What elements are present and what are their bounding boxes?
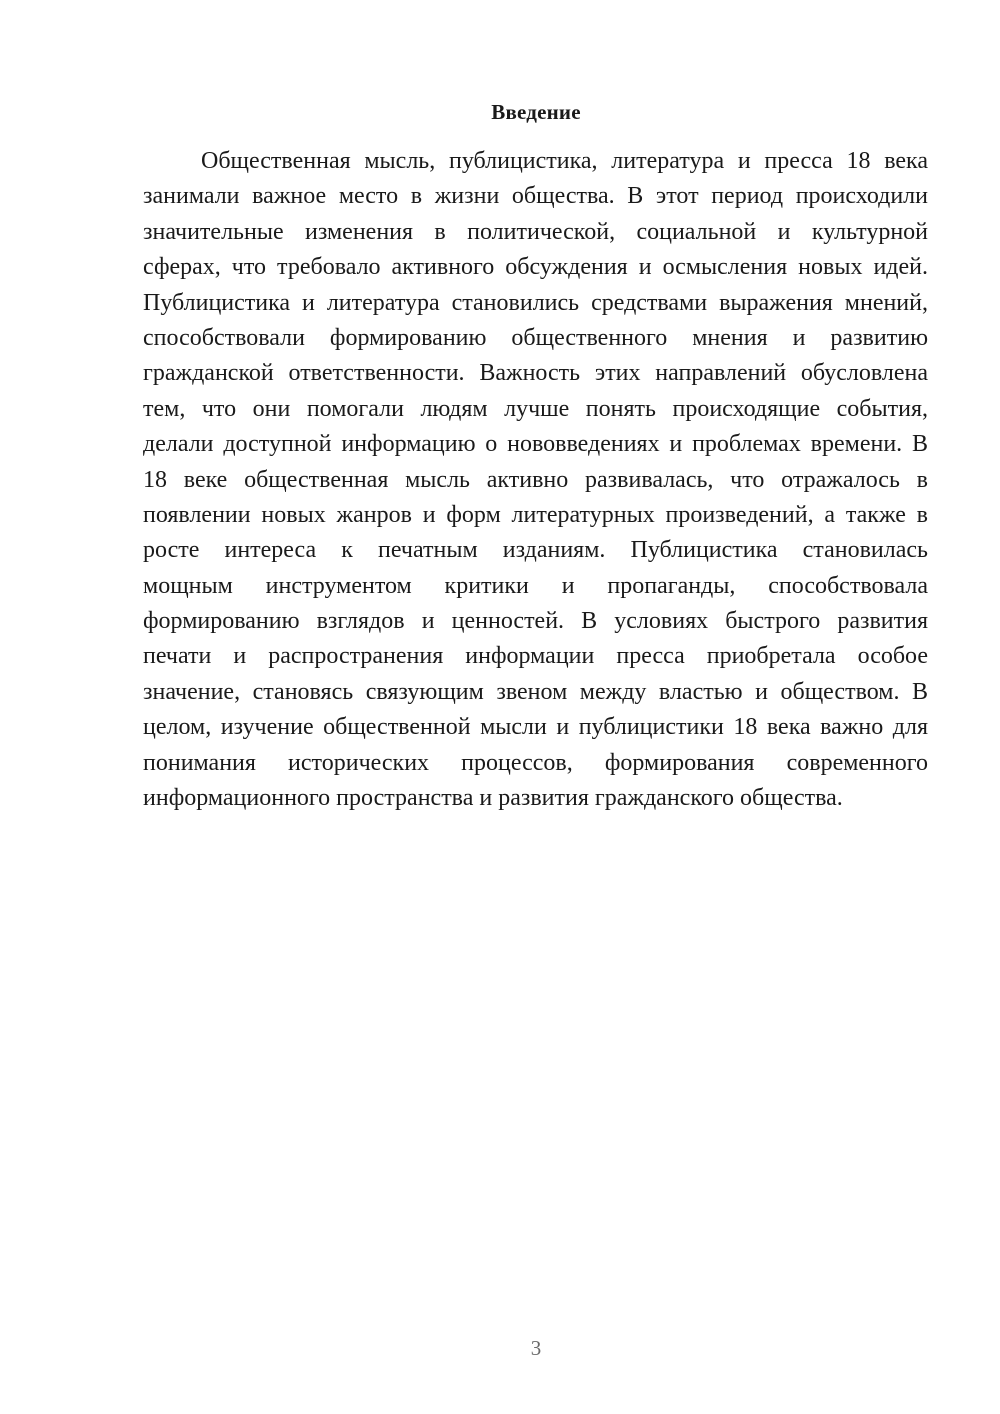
paragraph-line: способствовали формированию общественного мнения и развитию [143,324,928,351]
paragraph-line: печати и распространения информации пресса приобретала особое [143,643,928,670]
paragraph-line: значительные изменения в политической, социальной и культурной [143,218,928,245]
paragraph-line: Общественная мысль, публицистика, литература и пресса 18 века [201,148,928,174]
paragraph-line: занимали важное место в жизни общества. В этот период происходили [143,183,928,210]
paragraph-line: 18 веке общественная мысль активно развивалась, что отражалось в [143,466,928,493]
paragraph-line: делали доступной информацию о нововведениях и проблемах времени. В [143,431,928,458]
paragraph-line: понимания исторических процессов, формирования современного [143,749,928,776]
body-paragraph [143,144,928,816]
paragraph-line: сферах, что требовало активного обсуждения и осмысления новых идей. [143,254,928,281]
paragraph-line: информационного пространства и развития гражданского общества. [143,785,843,812]
paragraph-line: формированию взглядов и ценностей. В условиях быстрого развития [143,608,928,635]
paragraph-line: значение, становясь связующим звеном между властью и обществом. В [143,678,928,705]
paragraph-line: целом, изучение общественной мысли и публицистики 18 века важно для [143,714,928,741]
page-number: 3 [530,1336,542,1360]
paragraph-line: гражданской ответственности. Важность этих направлений обусловлена [143,360,928,387]
paragraph-line: тем, что они помогали людям лучше понять происходящие события, [143,395,928,422]
paragraph-line: появлении новых жанров и форм литературных произведений, а также в [143,501,928,528]
paragraph-line: Публицистика и литература становились средствами выражения мнений, [143,289,928,316]
paragraph-line: мощным инструментом критики и пропаганды, способствовала [143,572,928,599]
paragraph-line: росте интереса к печатным изданиям. Публицистика становилась [143,537,928,564]
section-heading: Введение [491,100,581,124]
